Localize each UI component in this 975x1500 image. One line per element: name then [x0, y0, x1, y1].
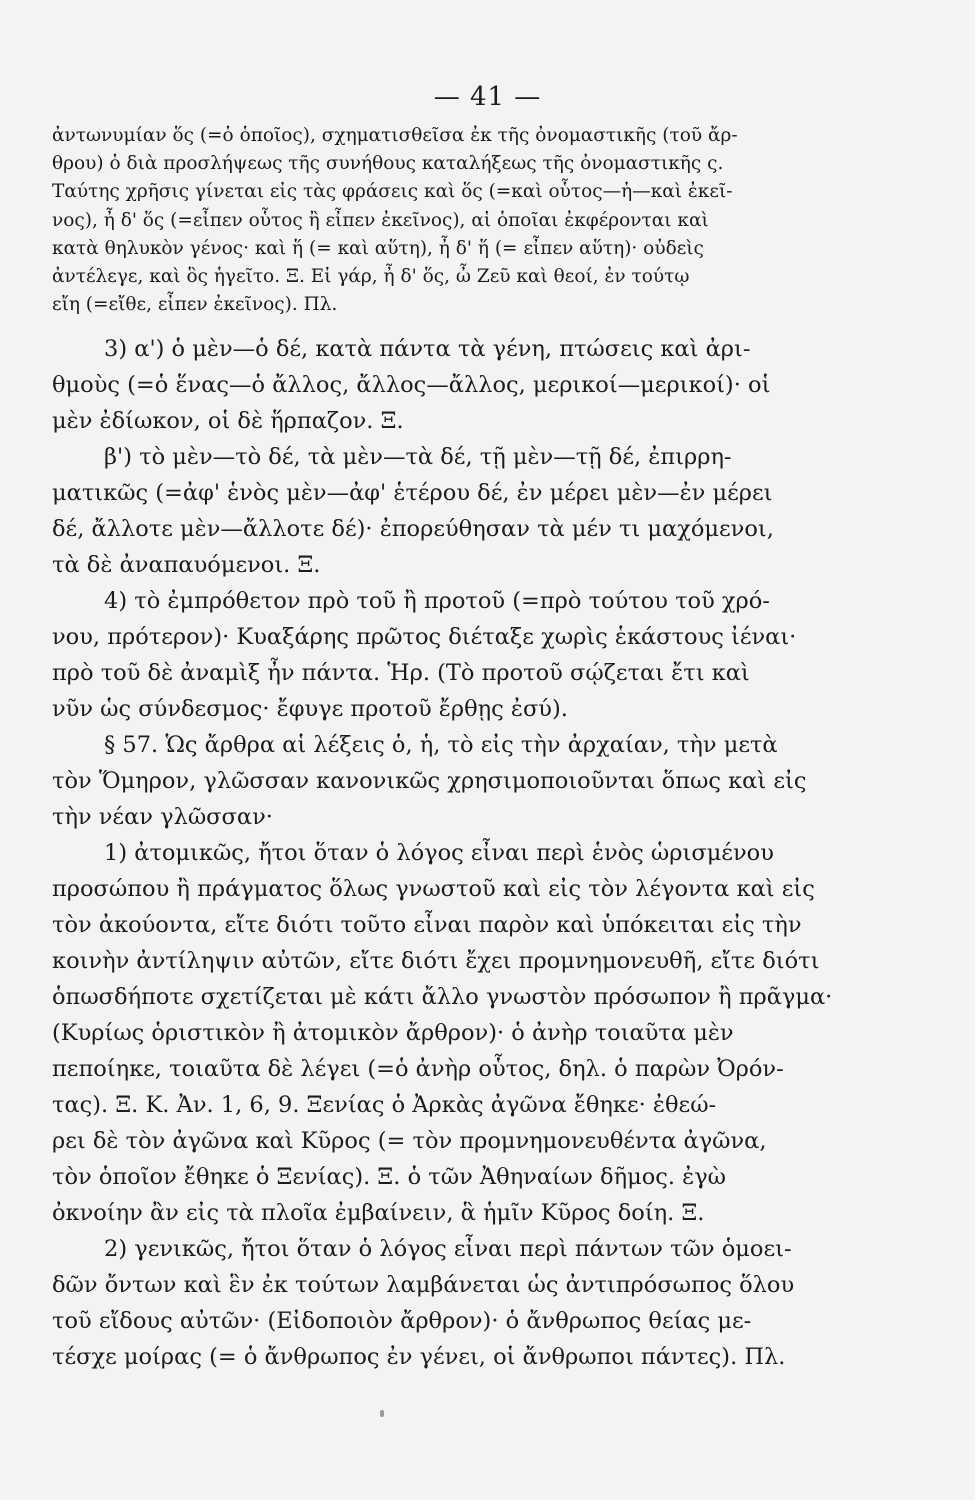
text-line: δέ, ἄλλοτε μὲν—ἄλλοτε δέ)· ἐπορεύθησαν τὰ μέν τι μαχόμενοι,: [52, 516, 774, 543]
text-line: 3) α') ὁ μὲν—ὁ δέ, κατὰ πάντα τὰ γένη, πτώσεις καὶ ἀρι-: [104, 336, 751, 363]
text-line: ἀντωνυμίαν ὅς (=ὁ ὁποῖος), σχηματισθεῖσα ἐκ τῆς ὀνομαστικῆς (τοῦ ἄρ-: [52, 125, 738, 146]
page-text: [52, 122, 832, 1375]
text-line: θμοὺς (=ὁ ἕνας—ὁ ἄλλος, ἄλλος—ἄλλος, μερικοί—μερικοί)· οἱ: [52, 372, 771, 399]
text-line: 2) γενικῶς, ἤτοι ὅταν ὁ λόγος εἶναι περὶ πάντων τῶν ὁμοει-: [104, 1236, 792, 1263]
text-line: τας). Ξ. Κ. Ἀν. 1, 6, 9. Ξενίας ὁ Ἀρκὰς ἀγῶνα ἔθηκε· ἐθεώ-: [52, 1092, 717, 1119]
text-line: β') τὸ μὲν—τὸ δέ, τὰ μὲν—τὰ δέ, τῇ μὲν—τῇ δέ, ἐπιρρη-: [104, 444, 732, 471]
text-line: νου, πρότερον)· Κυαξάρης πρῶτος διέταξε χωρὶς ἑκάστους ἰέναι·: [52, 624, 797, 651]
text-line: προσώπου ἢ πράγματος ὅλως γνωστοῦ καὶ εἰς τὸν λέγοντα καὶ εἰς: [52, 876, 815, 903]
text-line: κοινὴν ἀντίληψιν αὐτῶν, εἴτε διότι ἔχει προμνημονευθῆ, εἴτε διότι: [52, 948, 820, 975]
text-line: τὸν ἀκούοντα, εἴτε διότι τοῦτο εἶναι παρὸν καὶ ὑπόκειται εἰς τὴν: [52, 912, 802, 939]
text-line: τοῦ εἴδους αὐτῶν· (Εἰδοποιὸν ἄρθρον)· ὁ ἄνθρωπος θείας με-: [52, 1308, 752, 1335]
text-line: νῦν ὡς σύνδεσμος· ἔφυγε προτοῦ ἔρθῃς ἐσύ).: [52, 696, 568, 723]
ink-speck: [380, 1410, 384, 1417]
text-line: μὲν ἐδίωκον, οἱ δὲ ἥρπαζον. Ξ.: [52, 408, 404, 435]
text-line: ὁπωσδήποτε σχετίζεται μὲ κάτι ἄλλο γνωστὸν πρόσωπον ἢ πρᾶγμα·: [52, 984, 833, 1011]
text-line: ρει δὲ τὸν ἀγῶνα καὶ Κῦρος (= τὸν προμνημονευθέντα ἀγῶνα,: [52, 1128, 767, 1155]
text-line: ματικῶς (=ἀφ' ἑνὸς μὲν—ἀφ' ἑτέρου δέ, ἐν μέρει μὲν—ἐν μέρει: [52, 480, 773, 507]
text-line: (Κυρίως ὁριστικὸν ἢ ἀτομικὸν ἄρθρον)· ὁ ἀνὴρ τοιαῦτα μὲν: [52, 1020, 734, 1047]
text-line: 4) τὸ ἐμπρόθετον πρὸ τοῦ ἢ προτοῦ (=πρὸ τούτου τοῦ χρό-: [104, 588, 770, 615]
main-body: [52, 331, 832, 1375]
section-heading-57: § 57. Ὡς ἄρθρα αἱ λέξεις ὁ, ἡ, τὸ εἰς τὴν ἀρχαίαν, τὴν μετὰ: [104, 732, 778, 759]
text-line: τὴν νέαν γλῶσσαν·: [52, 804, 273, 831]
text-line: τέσχε μοίρας (= ὁ ἄνθρωπος ἐν γένει, οἱ ἄνθρωποι πάντες). Πλ.: [52, 1344, 786, 1371]
text-line: ἀντέλεγε, καὶ ὃς ἡγεῖτο. Ξ. Εἰ γάρ, ἦ δ' ὅς, ὦ Ζεῦ καὶ θεοί, ἐν τούτῳ: [52, 265, 690, 287]
text-line: κατὰ θηλυκὸν γένος· καὶ ἥ (= καὶ αὕτη), ἦ δ' ἥ (= εἶπεν αὕτη)· οὐδεὶς: [52, 237, 704, 259]
text-line: τὰ δὲ ἀναπαυόμενοι. Ξ.: [52, 552, 321, 579]
text-line: πρὸ τοῦ δὲ ἀναμὶξ ἦν πάντα. Ἡρ. (Τὸ προτοῦ σῴζεται ἔτι καὶ: [52, 660, 750, 687]
text-line: τὸν Ὅμηρον, γλῶσσαν κανονικῶς χρησιμοποιοῦνται ὅπως καὶ εἰς: [52, 768, 807, 795]
text-line: 1) ἀτομικῶς, ἤτοι ὅταν ὁ λόγος εἶναι περὶ ἑνὸς ὡρισμένου: [104, 840, 774, 867]
text-line: εἴη (=εἴθε, εἶπεν ἐκεῖνος). Πλ.: [52, 294, 338, 316]
text-line: πεποίηκε, τοιαῦτα δὲ λέγει (=ὁ ἀνὴρ οὗτος, δηλ. ὁ παρὼν Ὀρόν-: [52, 1056, 784, 1083]
text-line: Ταύτης χρῆσις γίνεται εἰς τὰς φράσεις καὶ ὅς (=καὶ οὗτος—ἡ—καὶ ἐκεῖ-: [52, 181, 733, 203]
page-number: — 41 —: [433, 82, 542, 112]
paragraph-pronoun-usage: [52, 122, 832, 319]
text-line: θρου) ὁ διὰ προσλήψεως τῆς συνήθους καταλήξεως τῆς ὀνομαστικῆς ς.: [52, 153, 724, 175]
text-line: τὸν ὁποῖον ἔθηκε ὁ Ξενίας). Ξ. ὁ τῶν Ἀθηναίων δῆμος. ἐγὼ: [52, 1164, 727, 1191]
text-line: ὀκνοίην ἂν εἰς τὰ πλοῖα ἐμβαίνειν, ἃ ἡμῖν Κῦρος δοίη. Ξ.: [52, 1200, 705, 1227]
text-line: δῶν ὄντων καὶ ἓν ἐκ τούτων λαμβάνεται ὡς ἀντιπρόσωπος ὅλου: [52, 1272, 795, 1299]
text-line: νος), ἦ δ' ὅς (=εἶπεν οὗτος ἢ εἶπεν ἐκεῖνος), αἱ ὁποῖαι ἐκφέρονται καὶ: [52, 209, 709, 231]
